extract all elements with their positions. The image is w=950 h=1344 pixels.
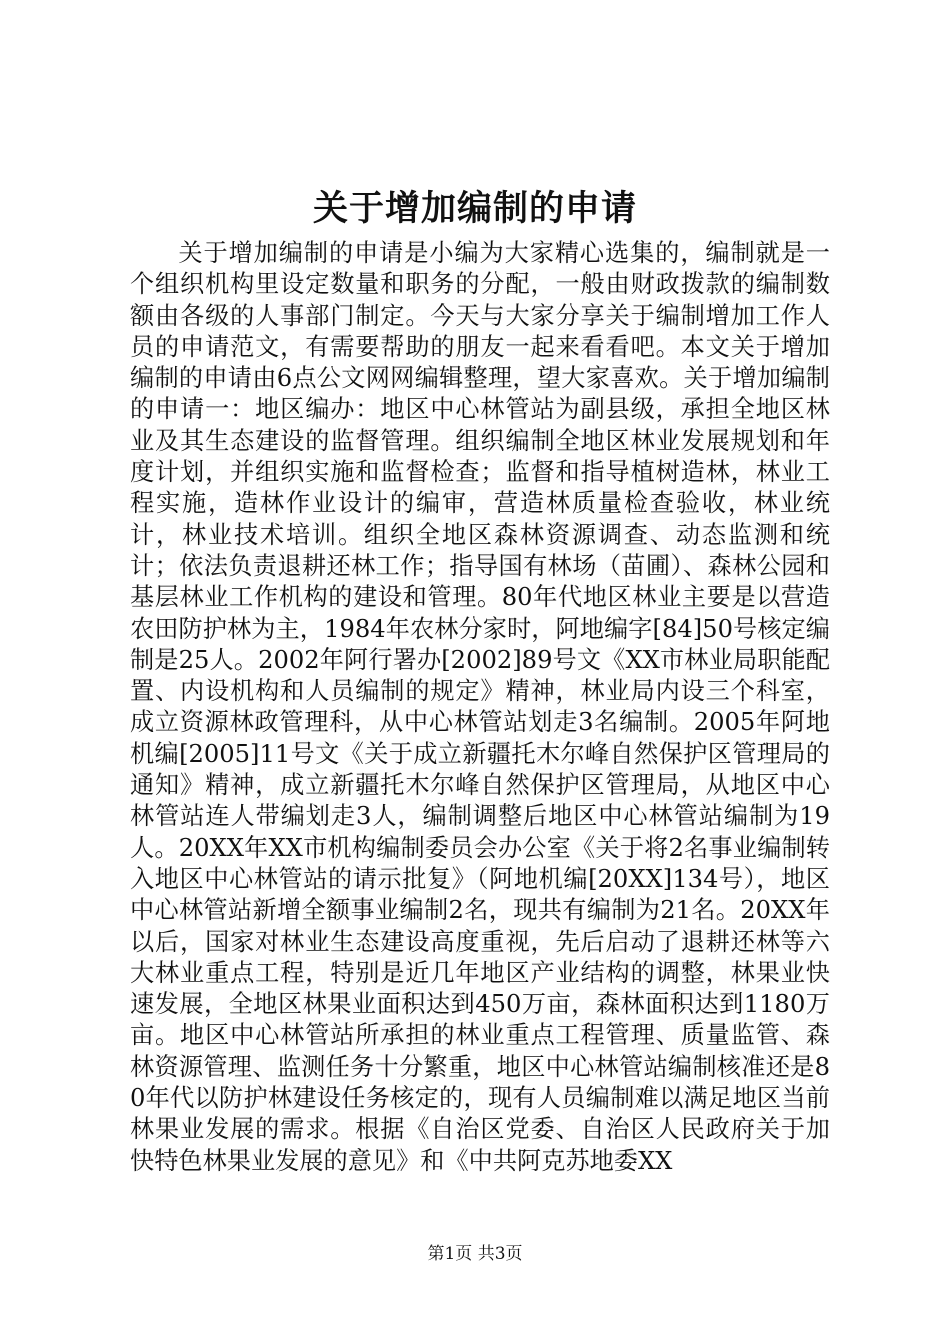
page-number-footer: 第1页 共3页 <box>427 1244 523 1264</box>
document-title: 关于增加编制的申请 <box>312 188 637 229</box>
document-body-paragraph: 关于增加编制的申请是小编为大家精心选集的，编制就是一个组织机构里设定数量和职务的分配，一般由财政拨款的编制数额由各级的人事部门制定。今天与大家分享关于编制增加工作人员的申请范文，有需要帮助的朋友一起来看看吧。本文关于增加编制的申请由6点公文网网编辑整理，望大家喜欢。关于增加编制的申请一：地区编办：地区中心林管站为副县级，承担全地区林业及其生态建设的监督管理。组织编制全地区林业发展规划和年度计划，并组织实施和监督检查；监督和指导植树造林，林业工程实施，造林作业设计的编审，营造林质量检查验收，林业统计，林业技术培训。组织全地区森林资源调查、动态监测和统计；依法负责退耕还林工作；指导国有林场（苗圃）、森林公园和基层林业工作机构的建设和管理。80年代地区林业主要是以营造农田防护林为主，1984年农林分家时，阿地编字[84]50号核定编制是25人。2002年阿行署办[2002]89号文《XX市林业局职能配置、内设机构和人员编制的规定》精神，林业局内设三个科室，成立资源林政管理科，从中心林管站划走3名编制。2005年阿地机编[2005]11号文《关于成立新疆托木尔峰自然保护区管理局的通知》精神，成立新疆托木尔峰自然保护区管理局，从地区中心林管站连人带编划走3人，编制调整后地区中心林管站编制为19人。20XX年XX市机构编制委员会办公室《关于将2名事业编制转入地区中心林管站的请示批复》（阿地机编[20XX]134号），地区中心林管站新增全额事业编制2名，现共有编制为21名。20XX年以后，国家对林业生态建设高度重视，先后启动了退耕还林等六大林业重点工程，特别是近几年地区产业结构的调整，林果业快速发展，全地区林果业面积达到450万亩，森林面积达到1180万亩。地区中心林管站所承担的林业重点工程管理、质量监管、森林资源管理、监测任务十分繁重，地区中心林管站编制核准还是80年代以防护林建设任务核定的，现有人员编制难以满足地区当前林果业发展的需求。根据《自治区党委、自治区人民政府关于加快特色林果业发展的意见》和《中共阿克苏地委XX <box>130 239 830 1175</box>
